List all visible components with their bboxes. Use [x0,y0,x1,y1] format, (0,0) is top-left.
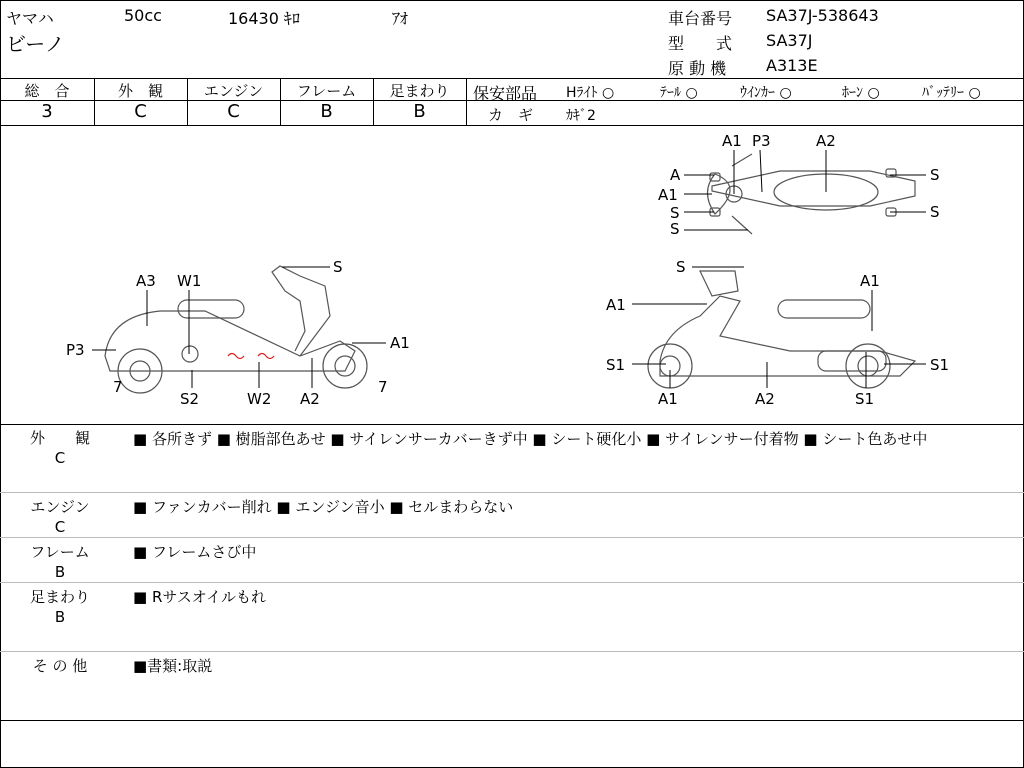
note-category-exterior: 外 観 C [29,429,90,467]
safety-winker: ｳｲﾝｶｰ ○ [740,85,792,101]
safety-label: 保安部品 [473,84,538,103]
note-text-frame: ■ フレームさび中 [133,543,257,561]
note-text-exterior: ■ 各所きず ■ 樹脂部色あせ ■ サイレンサーカバーきず中 ■ シート硬化小 ■ サイレンサー付着物 ■ シート色あせ中 [133,430,928,448]
frame-no: SA37J-538643 [766,6,879,25]
note-category-suspension: 足まわり B [29,588,90,626]
type-value: SA37J [766,31,813,50]
grade-frame: B [320,101,333,122]
notes-divider [0,651,1024,652]
frame-no-label: 車台番号 [668,9,733,28]
diagram-label: A [670,166,681,184]
diagram-label: S2 [180,390,200,408]
diagram-label: A1 [658,390,678,408]
note-category-other: そ の 他 [32,657,88,675]
notes-bottom-line [0,720,1024,721]
diagram-label: S1 [855,390,875,408]
diagram-label: P3 [66,341,85,359]
grade-top-line [0,78,1024,79]
model-name: ビーノ [6,32,65,56]
key-label: カ ギ [488,106,534,124]
diagram-label: A1 [390,334,410,352]
diagram-label: S [676,258,686,276]
notes-top-line [0,424,1024,425]
safety-headlight: Hﾗｲﾄ ○ [566,85,615,101]
diagram-label: P3 [752,132,771,150]
grade-engine: C [227,101,240,122]
type-label: 型 式 [668,34,733,53]
diagram-label: S [670,204,680,222]
grade-header-suspension: 足まわり [389,82,450,100]
color: ｱｵ [392,9,409,28]
grade-suspension: B [413,101,426,122]
diagram-label: A1 [860,272,880,290]
top-view-labels [658,132,940,238]
diagram-label: A1 [606,296,626,314]
safety-tail: ﾃｰﾙ ○ [660,85,698,101]
damage-diagram [0,126,1024,424]
mileage: 16430 ｷﾛ [228,9,300,28]
grade-header-frame: フレーム [296,82,357,100]
notes-divider [0,537,1024,538]
note-category-frame: フレーム B [30,543,90,581]
diagram-label: A1 [658,186,678,204]
note-text-suspension: ■ Rサスオイルもれ [133,588,267,606]
key-value: ｶｷﾞ2 [566,108,596,124]
notes-divider [0,492,1024,493]
maker: ヤマハ [6,9,54,28]
diagram-label: A2 [816,132,836,150]
grade-exterior: C [134,101,147,122]
grade-overall: 3 [41,101,53,122]
note-text-engine: ■ ファンカバー削れ ■ エンジン音小 ■ セルまわらない [133,498,514,516]
grade-header-engine: エンジン [203,82,264,100]
diagram-label: A1 [722,132,742,150]
diagram-label: S [930,203,940,221]
diagram-label: A3 [136,272,156,290]
right-view-labels [606,258,949,408]
diagram-label: S [930,166,940,184]
engine-label: 原 動 機 [668,59,727,78]
note-category-engine: エンジン C [30,498,90,536]
diagram-label: W1 [177,272,202,290]
diagram-label: 7 [113,378,123,396]
diagram-label: W2 [247,390,272,408]
diagram-label: S [333,258,343,276]
scooter-top-view [708,154,916,234]
grade-header-overall: 総 合 [24,82,70,100]
diagram-label: S [670,220,680,238]
engine-value: A313E [766,56,818,75]
diagram-label: 7 [378,378,388,396]
left-view-labels [66,258,410,408]
grade-divider [466,78,467,125]
safety-horn: ﾎｰﾝ ○ [842,85,880,101]
grade-header-exterior: 外 観 [117,82,163,100]
displacement: 50cc [124,6,162,25]
safety-battery: ﾊﾞｯﾃﾘｰ ○ [922,85,981,101]
diagram-label: S1 [930,356,950,374]
note-text-other: ■書類:取説 [133,657,213,675]
diagram-label: A2 [300,390,320,408]
notes-divider [0,582,1024,583]
diagram-label: A2 [755,390,775,408]
diagram-label: S1 [606,356,626,374]
